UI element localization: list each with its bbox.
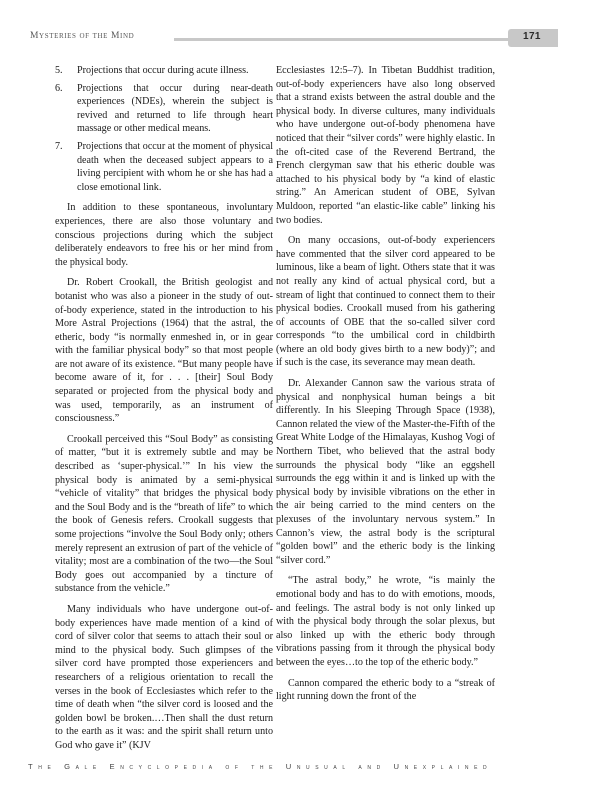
body-paragraph: Crookall perceived this “Soul Body” as consisting of matter, “but it is extremely subtle and may be described as ‘super-physical.’” In his view the physical body is animated by a semi-physical “vehicle of vitality” that bridges the physical body and the Soul Body and is the “breath of life” to which the book of Genesis refers. Crookall suggests that some projections “involve the Soul Body only; others merely represent an extrusion of part of the vehicle of vitality; most are a combination of the two—the Soul Body goes out accompanied by a tincture of substance from the vehicle.” bbox=[55, 433, 273, 595]
list-text: Projections that occur at the moment of physical death when the deceased subject appears to a living percipient with whom he or she has had a close emotional link. bbox=[77, 140, 273, 193]
body-paragraph: In addition to these spontaneous, involuntary experiences, there are also those voluntary and conscious projections during which the subject deliberately endeavors to free his or her mind from the physical body. bbox=[55, 202, 273, 268]
body-paragraph: Dr. Robert Crookall, the British geologist and botanist who was also a pioneer in the study of out-of-body experience, stated in the introduction to his More Astral Projections (1964) that the astral, the etheric, body “is normally enmeshed in, or in gear with the familiar physical body” so that most people are not aware of its existence. “But many people have become aware of it, for . . . [their] Soul Body separated or projected from the physical body and was used, temporarily, as an instrument of consciousness.” bbox=[55, 277, 273, 425]
list-number: 5. bbox=[55, 65, 63, 76]
running-footer: The Gale Encyclopedia of the Unusual and Unexplained bbox=[28, 762, 493, 771]
running-title: Mysteries of the Mind bbox=[30, 31, 135, 41]
body-paragraph: Cannon compared the etheric body to a “streak of light running down the front of the bbox=[276, 677, 495, 703]
list-item bbox=[55, 82, 273, 136]
page-number: 171 bbox=[523, 31, 541, 42]
list-item bbox=[55, 64, 273, 78]
body-paragraph: Many individuals who have undergone out-of-body experiences have made mention of a kind of cord of silver color that seems to attach their soul or mind to the physical body. Such glimpses of the silver cord have prompted those experiencers and researchers of a religious orientation to recall the verses in the book of Ecclesiastes which refer to the time of death when “the silver cord is loosed and the golden bowl be broken.…Then shall the dust return to the earth as it was: and the spirit shall return unto God who gave it” (KJV bbox=[55, 603, 273, 751]
list-text: Projections that occur during near-death experiences (NDEs), wherein the subject is revived and returned to life through heart massage or other medical means. bbox=[77, 82, 273, 135]
right-column bbox=[276, 64, 495, 711]
body-paragraph: “The astral body,” he wrote, “is mainly the emotional body and has to do with emotions, moods, and feelings. The astral body is not only linked up with the physical body through the solar plexus, but also linked up with the etheric body through vibrations passing from it through the physical body between the eyes…to the top of the etheric body.” bbox=[276, 575, 495, 668]
left-column bbox=[55, 64, 273, 760]
list-number: 6. bbox=[55, 82, 63, 94]
projection-list bbox=[55, 64, 273, 194]
body-paragraph: Dr. Alexander Cannon saw the various strata of physical and nonphysical human beings a bit differently. In his Sleeping Through Space (1938), Cannon related the view of the Master-the-Fifth of the Great White Lodge of the Himalayas, Kushog Vogi of Northern Tibet, who believed that the astral body surrounds the physical body “like an eggshell surrounds the egg within it and is linked up with the physical body by invisible vibrations on the ether in the air being carried to the mind centers on the plexuses of the involuntary nervous system.” In Cannon’s view, the astral body is the scriptural “golden bowl” and the etheric body is the linking “silver cord.” bbox=[276, 378, 495, 566]
list-number: 7. bbox=[55, 140, 63, 152]
header-rule bbox=[174, 38, 508, 41]
body-paragraph: On many occasions, out-of-body experiencers have commented that the silver cord appeared to be luminous, like a beam of light. Others state that it was not really any kind of actual physical cord, but a stream of light that continued to connect them to their physical bodies. Crookall mused from his gathering of accounts of OBE that the so-called silver cord corresponds “to the umbilical cord in childbirth (where an old body gives birth to a new body)”; and if such is the case, its severance may mean death. bbox=[276, 235, 495, 369]
list-text: Projections that occur during acute illness. bbox=[77, 65, 249, 76]
continued-paragraph: Ecclesiastes 12:5–7). In Tibetan Buddhist tradition, out-of-body experiencers have also long observed that a strand exists between the astral double and the physical body. In diverse cultures, many individuals who have undergone out-of-body phenomena have noticed that their “silver cords” were highly elastic. In the oft-cited case of the Reverend Bertrand, the French clergyman saw that his etheric double was attached to his physical body by “a kind of elastic string.” An American student of OBE, Sylvan Muldoon, reported “an elastic-like cable” linking his two bodies. bbox=[276, 65, 495, 226]
list-item bbox=[55, 140, 273, 194]
